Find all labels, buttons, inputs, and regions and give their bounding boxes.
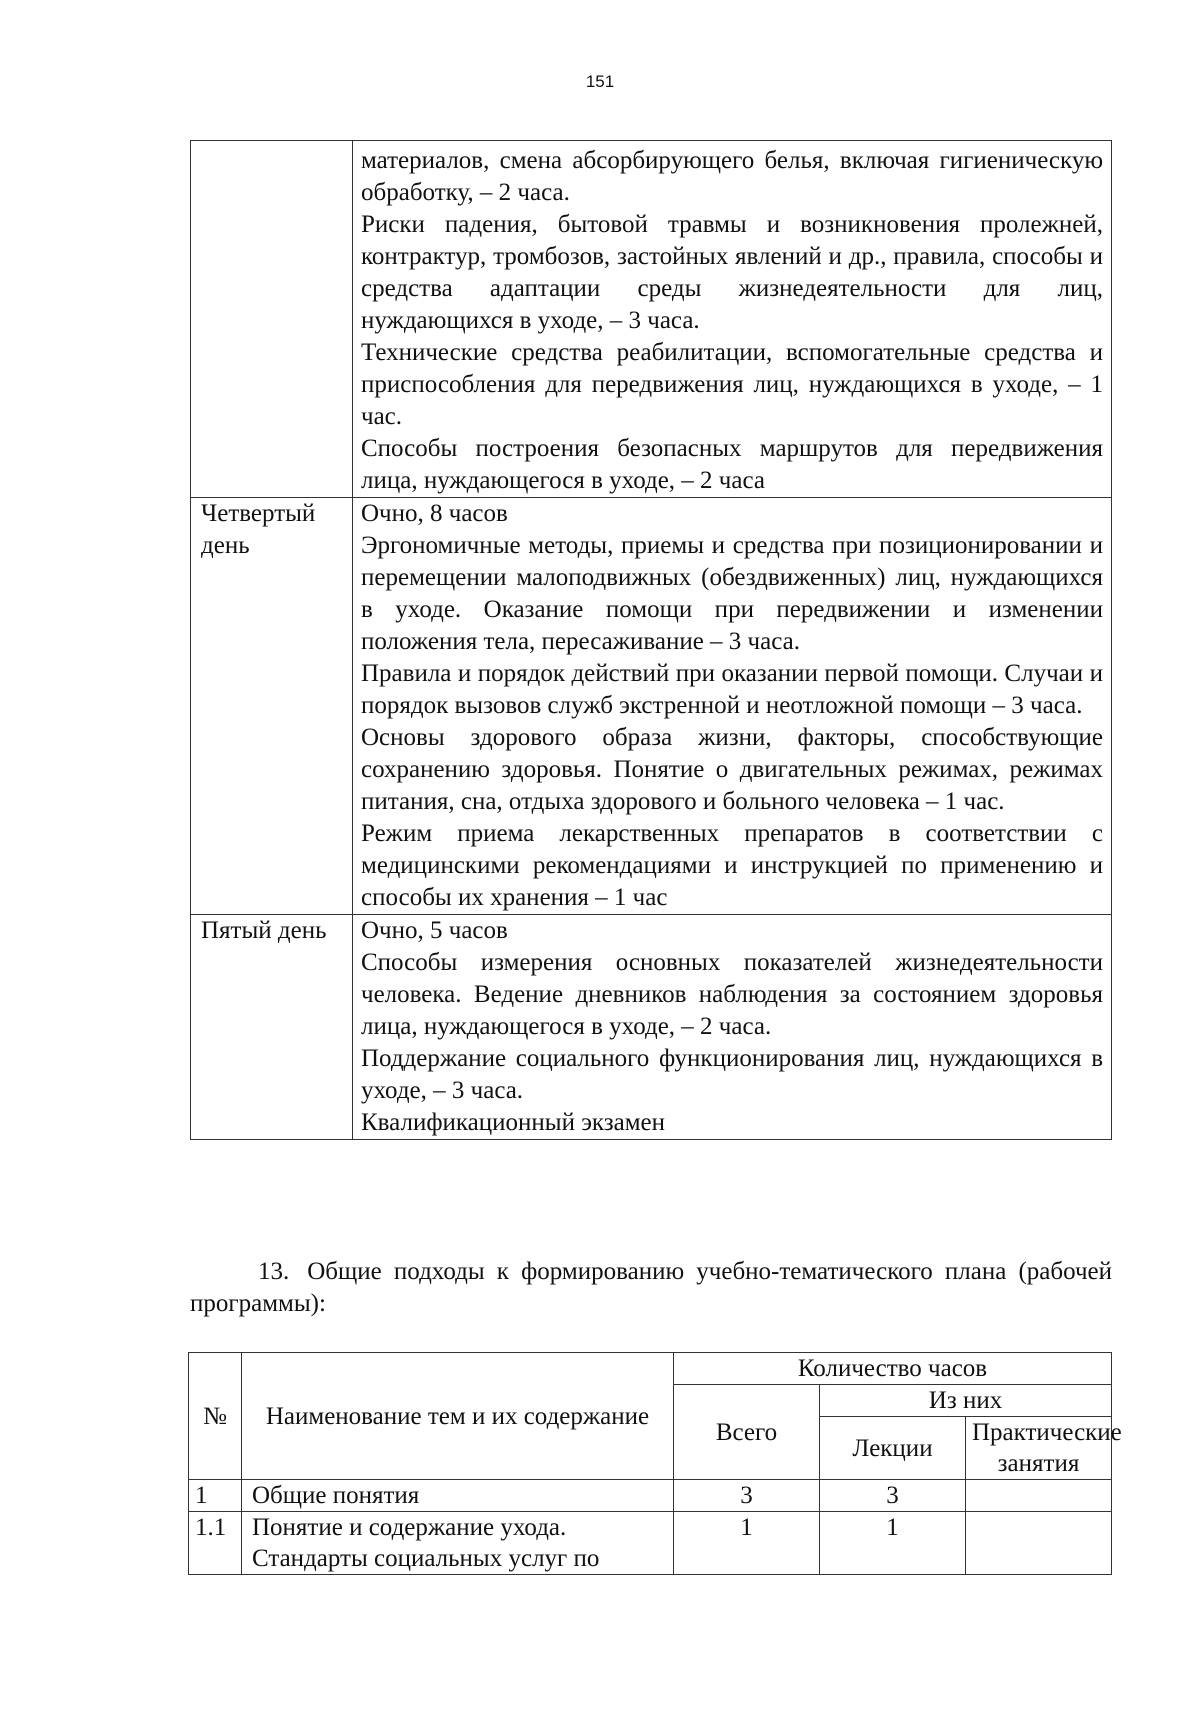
row-practical <box>966 1480 1112 1512</box>
topic-paragraph: Основы здорового образа жизни, факторы, способствующие сохранению здоровья. Понятие о двигательных режимах, режимах питания, сна, отдыха здорового и больного человека – 1 час. <box>361 724 1103 815</box>
row-lectures: 3 <box>820 1480 966 1512</box>
topic-paragraph: Эргономичные методы, приемы и средства при позиционировании и перемещении малоподвижных (обездвиженных) лиц, нуждающихся в уходе. Оказание помощи при передвижении и изменении положения тела, пересаживание – 3 часа. <box>361 532 1103 655</box>
row-total: 3 <box>674 1480 820 1512</box>
page-number: 151 <box>585 72 615 91</box>
topic-paragraph: Способы построения безопасных маршрутов для передвижения лица, нуждающегося в уходе, – 2 часа <box>361 435 1103 494</box>
content-cell <box>353 498 1112 915</box>
header-lectures: Лекции <box>820 1417 966 1480</box>
curriculum-table <box>188 1352 1122 1575</box>
section-number: 13. <box>258 1258 290 1285</box>
content-cell <box>353 141 1112 498</box>
row-total: 1 <box>674 1512 820 1575</box>
header-number: № <box>189 1353 242 1480</box>
topic-paragraph: Правила и порядок действий при оказании первой помощи. Случаи и порядок вызовов служб экстренной и неотложной помощи – 3 часа. <box>361 660 1103 719</box>
row-practical <box>966 1512 1112 1575</box>
schedule-table <box>190 140 1112 1140</box>
header-hours: Количество часов <box>674 1353 1112 1385</box>
study-mode: Очно, 5 часов <box>361 917 508 944</box>
header-row <box>189 1353 1112 1385</box>
row-lectures: 1 <box>820 1512 966 1575</box>
topic-paragraph: Риски падения, бытовой травмы и возникновения пролежней, контрактур, тромбозов, застойных явлений и др., правила, способы и средства адаптации среды жизнедеятельности для лиц, нуждающихся в уходе, – 3 часа. <box>361 211 1103 334</box>
schedule-row-day-4 <box>191 498 1112 915</box>
table-row <box>189 1480 1112 1512</box>
topic-paragraph: Технические средства реабилитации, вспомогательные средства и приспособления для передвижения лиц, нуждающихся в уходе, – 1 час. <box>361 339 1103 430</box>
topic-paragraph: Режим приема лекарственных препаратов в соответствии с медицинскими рекомендациями и инструкцией по применению и способы их хранения – 1 час <box>361 820 1103 911</box>
topic-paragraph: материалов, смена абсорбирующего белья, включая гигиеническую обработку, – 2 часа. <box>361 147 1103 206</box>
header-practical: Практические занятия <box>966 1417 1112 1480</box>
content-cell <box>353 915 1112 1140</box>
schedule-row-day-5 <box>191 915 1112 1140</box>
day-cell: Пятый день <box>191 915 353 1140</box>
header-topic-name: Наименование тем и их содержание <box>242 1353 674 1480</box>
row-topic: Понятие и содержание ухода. Стандарты социальных услуг по <box>242 1512 674 1575</box>
row-number: 1.1 <box>189 1512 242 1575</box>
section-heading <box>190 1256 1112 1320</box>
table-row <box>189 1512 1112 1575</box>
row-topic: Общие понятия <box>242 1480 674 1512</box>
day-cell <box>191 141 353 498</box>
schedule-row-continued <box>191 141 1112 498</box>
header-of-which: Из них <box>820 1385 1112 1417</box>
day-cell: Четвертый день <box>191 498 353 915</box>
row-number: 1 <box>189 1480 242 1512</box>
topic-paragraph: Способы измерения основных показателей жизнедеятельности человека. Ведение дневников наблюдения за состоянием здоровья лица, нуждающегося в уходе, – 2 часа. <box>361 949 1103 1040</box>
topic-paragraph: Поддержание социального функционирования лиц, нуждающихся в уходе, – 3 часа. <box>361 1045 1103 1104</box>
study-mode: Очно, 8 часов <box>361 500 508 527</box>
header-total: Всего <box>674 1385 820 1480</box>
topic-paragraph: Квалификационный экзамен <box>361 1109 666 1136</box>
section-text: Общие подходы к формированию учебно-тематического плана (рабочей программы): <box>190 1258 1112 1317</box>
